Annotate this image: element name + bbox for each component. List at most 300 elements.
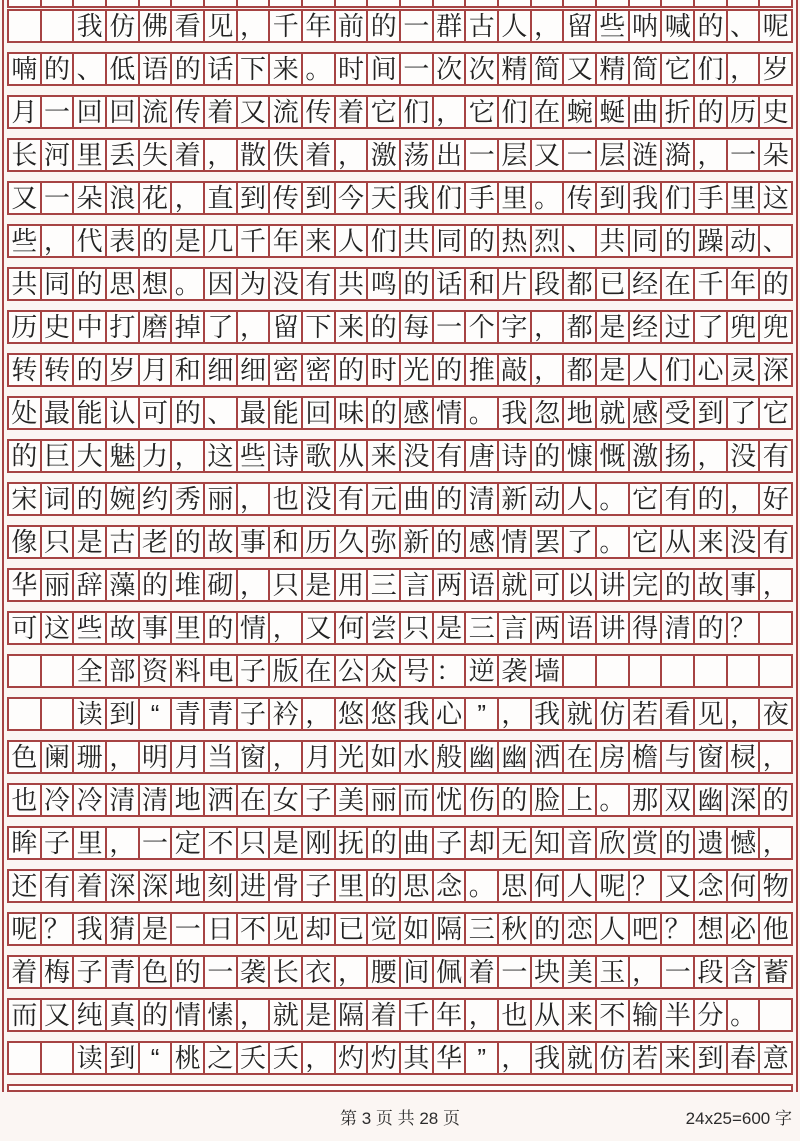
grid-cell: 情 xyxy=(172,998,205,1032)
grid-cell: ， xyxy=(303,697,336,731)
grid-cell: 共 xyxy=(597,224,630,258)
grid-cell: 尝 xyxy=(368,611,401,645)
grid-cell: 青 xyxy=(205,697,238,731)
grid-cell-empty xyxy=(42,9,75,43)
grid-cell: 语 xyxy=(564,611,597,645)
grid-cell: ： xyxy=(434,654,467,688)
grid-cell: 失 xyxy=(140,138,173,172)
grid-cell: 了 xyxy=(564,525,597,559)
grid-cell: 那 xyxy=(630,783,663,817)
grid-cell: 就 xyxy=(270,998,303,1032)
grid-cell-empty xyxy=(368,0,401,8)
grid-cell: 情 xyxy=(238,611,271,645)
grid-cell: 荡 xyxy=(401,138,434,172)
grid-cell: 的 xyxy=(140,568,173,602)
grid-cell: 新 xyxy=(401,525,434,559)
grid-cell: 一 xyxy=(401,9,434,43)
grid-cell: ， xyxy=(238,998,271,1032)
grid-cell: 为 xyxy=(238,267,271,301)
grid-cell: 部 xyxy=(107,654,140,688)
grid-cell: 仿 xyxy=(597,1041,630,1075)
grid-cell: 下 xyxy=(303,310,336,344)
grid-cell: 史 xyxy=(760,95,793,129)
grid-cell: ， xyxy=(434,95,467,129)
grid-cell-empty xyxy=(466,0,499,8)
grid-cell: 读 xyxy=(74,1041,107,1075)
grid-cell: 年 xyxy=(270,224,303,258)
grid-cell-empty xyxy=(42,697,75,731)
grid-cell: 着 xyxy=(172,138,205,172)
grid-cell: 婉 xyxy=(107,482,140,516)
grid-cell: 躁 xyxy=(695,224,728,258)
grid-cell: 喃 xyxy=(7,52,42,86)
grid-cell: 当 xyxy=(205,740,238,774)
grid-cell: 和 xyxy=(172,353,205,387)
grid-cell: ， xyxy=(238,482,271,516)
grid-cell: 兜 xyxy=(728,310,761,344)
grid-cell: 佩 xyxy=(434,955,467,989)
grid-cell: 些 xyxy=(7,224,42,258)
grid-cell: 人 xyxy=(336,224,369,258)
grid-cell: 曲 xyxy=(401,482,434,516)
grid-cell: 眸 xyxy=(7,826,42,860)
grid-row xyxy=(7,654,793,688)
grid-cell: 也 xyxy=(499,998,532,1032)
grid-cell: 版 xyxy=(270,654,303,688)
grid-cell: 的 xyxy=(368,9,401,43)
grid-cell: 双 xyxy=(662,783,695,817)
grid-cell: 出 xyxy=(434,138,467,172)
grid-cell: 意 xyxy=(760,1041,793,1075)
grid-cell: 人 xyxy=(597,912,630,946)
grid-cell: 若 xyxy=(630,1041,663,1075)
grid-cell: 藻 xyxy=(107,568,140,602)
grid-cell: 蜒 xyxy=(597,95,630,129)
grid-cell: 月 xyxy=(303,740,336,774)
grid-cell-empty xyxy=(662,0,695,8)
grid-cell: 来 xyxy=(564,998,597,1032)
grid-cell-empty xyxy=(532,0,565,8)
grid-cell: 夭 xyxy=(238,1041,271,1075)
grid-cell: 大 xyxy=(74,439,107,473)
grid-cell: 个 xyxy=(466,310,499,344)
grid-cell: 诗 xyxy=(499,439,532,473)
grid-cell: 两 xyxy=(434,568,467,602)
grid-cell: 无 xyxy=(499,826,532,860)
grid-cell: ， xyxy=(532,310,565,344)
grid-cell: 的 xyxy=(532,439,565,473)
grid-cell: 如 xyxy=(368,740,401,774)
grid-cell: 次 xyxy=(466,52,499,86)
grid-cell: 赏 xyxy=(630,826,663,860)
grid-cell: 华 xyxy=(7,568,42,602)
grid-cell: 讲 xyxy=(597,568,630,602)
grid-cell: 故 xyxy=(205,525,238,559)
grid-cell: 岁 xyxy=(760,52,793,86)
grid-cell: 想 xyxy=(695,912,728,946)
grid-cell: 和 xyxy=(466,267,499,301)
grid-cell: ， xyxy=(695,439,728,473)
grid-cell: 的 xyxy=(662,224,695,258)
grid-cell-empty xyxy=(238,0,271,8)
grid-cell: 热 xyxy=(499,224,532,258)
grid-cell: 里 xyxy=(499,181,532,215)
grid-cell: 的 xyxy=(695,611,728,645)
grid-cell: 阑 xyxy=(42,740,75,774)
grid-cell: 又 xyxy=(662,869,695,903)
grid-cell: 。 xyxy=(466,396,499,430)
grid-cell: ？ xyxy=(662,912,695,946)
grid-cell: 们 xyxy=(401,95,434,129)
grid-cell: 转 xyxy=(42,353,75,387)
grid-cell: 这 xyxy=(205,439,238,473)
grid-cell: 幽 xyxy=(466,740,499,774)
grid-cell: 袭 xyxy=(238,955,271,989)
grid-cell: “ xyxy=(140,1041,173,1075)
grid-cell: 思 xyxy=(107,267,140,301)
grid-cell: 时 xyxy=(336,52,369,86)
grid-cell: 的 xyxy=(368,396,401,430)
grid-cell: 可 xyxy=(140,396,173,430)
grid-cell: 古 xyxy=(466,9,499,43)
grid-cell: ， xyxy=(728,52,761,86)
grid-cell: 是 xyxy=(303,568,336,602)
grid-cell: 手 xyxy=(466,181,499,215)
grid-cell: 人 xyxy=(564,869,597,903)
grid-cell: 唐 xyxy=(466,439,499,473)
grid-cell: 隔 xyxy=(336,998,369,1032)
grid-cell-empty xyxy=(630,654,663,688)
grid-cell-empty xyxy=(695,0,728,8)
grid-cell: 只 xyxy=(238,826,271,860)
grid-cell: 的 xyxy=(140,998,173,1032)
grid-cell: 言 xyxy=(401,568,434,602)
grid-cell: 精 xyxy=(499,52,532,86)
grid-cell: 众 xyxy=(368,654,401,688)
grid-cell: 又 xyxy=(238,95,271,129)
grid-cell: 子 xyxy=(434,826,467,860)
grid-cell: 到 xyxy=(238,181,271,215)
grid-cell: 见 xyxy=(270,912,303,946)
grid-cell: 折 xyxy=(662,95,695,129)
grid-cell: 过 xyxy=(662,310,695,344)
grid-cell: 必 xyxy=(728,912,761,946)
grid-cell: 的 xyxy=(662,568,695,602)
grid-cell: 地 xyxy=(172,783,205,817)
grid-cell: 段 xyxy=(695,955,728,989)
grid-cell-empty xyxy=(597,0,630,8)
grid-cell: 感 xyxy=(401,396,434,430)
grid-cell-empty xyxy=(564,0,597,8)
grid-cell: 一 xyxy=(401,52,434,86)
grid-cell: 人 xyxy=(499,9,532,43)
grid-cell: 们 xyxy=(662,353,695,387)
grid-cell: 只 xyxy=(42,525,75,559)
grid-cell: 曲 xyxy=(401,826,434,860)
grid-cell: ， xyxy=(107,826,140,860)
grid-cell: 定 xyxy=(172,826,205,860)
grid-cell: 我 xyxy=(532,1041,565,1075)
grid-cell: 它 xyxy=(630,525,663,559)
grid-cell: 子 xyxy=(303,869,336,903)
grid-cell: 资 xyxy=(140,654,173,688)
grid-cell: 我 xyxy=(630,181,663,215)
grid-cell: 推 xyxy=(466,353,499,387)
grid-cell: 洒 xyxy=(532,740,565,774)
grid-cell: 讲 xyxy=(597,611,630,645)
grid-row xyxy=(7,912,793,946)
grid-cell: 岁 xyxy=(107,353,140,387)
grid-cell: 它 xyxy=(466,95,499,129)
grid-cell: 一 xyxy=(42,95,75,129)
grid-cell: 灼 xyxy=(368,1041,401,1075)
grid-cell: 含 xyxy=(728,955,761,989)
grid-cell: 的 xyxy=(532,912,565,946)
grid-cell: 却 xyxy=(303,912,336,946)
grid-cell: 一 xyxy=(172,912,205,946)
grid-cell: 灼 xyxy=(336,1041,369,1075)
grid-cell: 漪 xyxy=(662,138,695,172)
grid-cell: ， xyxy=(172,181,205,215)
grid-cell: 两 xyxy=(532,611,565,645)
grid-cell: 悠 xyxy=(336,697,369,731)
grid-cell-empty xyxy=(205,0,238,8)
grid-cell: 里 xyxy=(728,181,761,215)
grid-cell: 人 xyxy=(564,482,597,516)
grid-cell: ， xyxy=(336,138,369,172)
grid-cell: 里 xyxy=(172,611,205,645)
grid-cell: 房 xyxy=(597,740,630,774)
grid-cell: 传 xyxy=(564,181,597,215)
grid-cell: 一 xyxy=(564,138,597,172)
grid-cell: 到 xyxy=(107,1041,140,1075)
grid-cell-empty xyxy=(728,0,761,8)
grid-cell: 刻 xyxy=(205,869,238,903)
grid-cell: 散 xyxy=(238,138,271,172)
grid-cell: 代 xyxy=(74,224,107,258)
grid-cell: 还 xyxy=(7,869,42,903)
grid-cell: 窗 xyxy=(238,740,271,774)
grid-cell: 。 xyxy=(303,52,336,86)
grid-cell: 、 xyxy=(205,396,238,430)
grid-cell: 就 xyxy=(597,396,630,430)
grid-cell: 的 xyxy=(7,439,42,473)
grid-cell: 简 xyxy=(532,52,565,86)
grid-cell: 完 xyxy=(630,568,663,602)
grid-cell: 清 xyxy=(107,783,140,817)
grid-cell: 腰 xyxy=(368,955,401,989)
grid-cell-empty xyxy=(140,0,173,8)
grid-cell: 的 xyxy=(499,783,532,817)
grid-cell: 的 xyxy=(74,482,107,516)
grid-cell: “ xyxy=(140,697,173,731)
grid-cell: 。 xyxy=(532,181,565,215)
grid-cell: ， xyxy=(42,224,75,258)
grid-cell: 又 xyxy=(532,138,565,172)
grid-cell: 块 xyxy=(532,955,565,989)
grid-cell: 流 xyxy=(270,95,303,129)
grid-cell: 上 xyxy=(564,783,597,817)
grid-cell: 脸 xyxy=(532,783,565,817)
grid-cell: 和 xyxy=(270,525,303,559)
grid-cell: 简 xyxy=(630,52,663,86)
grid-cell: 已 xyxy=(336,912,369,946)
grid-cell: ， xyxy=(107,740,140,774)
grid-cell: 的 xyxy=(760,783,793,817)
grid-cell: 的 xyxy=(172,955,205,989)
grid-cell: 它 xyxy=(662,52,695,86)
grid-cell: 心 xyxy=(434,697,467,731)
grid-cell: 呢 xyxy=(760,9,793,43)
grid-cell: 的 xyxy=(760,267,793,301)
grid-cell: 就 xyxy=(499,568,532,602)
grid-cell: 呢 xyxy=(7,912,42,946)
grid-cell: 只 xyxy=(270,568,303,602)
grid-cell: 其 xyxy=(401,1041,434,1075)
grid-row xyxy=(7,611,793,645)
grid-cell-empty xyxy=(7,0,42,8)
grid-cell: 从 xyxy=(336,439,369,473)
grid-cell: 却 xyxy=(466,826,499,860)
grid-cell: 骨 xyxy=(270,869,303,903)
grid-cell: 密 xyxy=(303,353,336,387)
grid-cell: 们 xyxy=(662,181,695,215)
grid-cell: ， xyxy=(270,611,303,645)
grid-cell: 般 xyxy=(434,740,467,774)
grid-cell: 。 xyxy=(597,525,630,559)
grid-cell: 的 xyxy=(140,224,173,258)
grid-cell: 群 xyxy=(434,9,467,43)
grid-cell: 逆 xyxy=(466,654,499,688)
grid-cell: 魅 xyxy=(107,439,140,473)
grid-cell: 我 xyxy=(401,697,434,731)
grid-cell-empty xyxy=(760,0,793,8)
grid-cell: 前 xyxy=(336,9,369,43)
grid-cell: 着 xyxy=(336,95,369,129)
grid-cell: 。 xyxy=(597,783,630,817)
grid-cell: 打 xyxy=(107,310,140,344)
grid-cell: 没 xyxy=(401,439,434,473)
grid-cell: 珊 xyxy=(74,740,107,774)
grid-cell: ？ xyxy=(42,912,75,946)
grid-cell: 的 xyxy=(74,267,107,301)
grid-cell: ， xyxy=(695,138,728,172)
grid-cell: 认 xyxy=(107,396,140,430)
grid-cell: 片 xyxy=(499,267,532,301)
grid-cell: 历 xyxy=(303,525,336,559)
grid-cell: 手 xyxy=(695,181,728,215)
grid-cell: 几 xyxy=(205,224,238,258)
grid-cell: 的 xyxy=(368,310,401,344)
grid-cell: 着 xyxy=(7,955,42,989)
grid-cell: 的 xyxy=(368,869,401,903)
grid-cell: 的 xyxy=(74,353,107,387)
grid-cell: 月 xyxy=(140,353,173,387)
grid-cell: 些 xyxy=(74,611,107,645)
grid-cell: 念 xyxy=(434,869,467,903)
grid-cell: 传 xyxy=(303,95,336,129)
grid-cell: ， xyxy=(728,482,761,516)
grid-cell: 历 xyxy=(7,310,42,344)
grid-cell: ， xyxy=(303,1041,336,1075)
grid-cell: 。 xyxy=(728,998,761,1032)
grid-cell: 呐 xyxy=(630,9,663,43)
grid-cell: 。 xyxy=(597,482,630,516)
grid-cell: 三 xyxy=(466,611,499,645)
grid-cell: 敲 xyxy=(499,353,532,387)
grid-cell: 青 xyxy=(107,955,140,989)
grid-cell: 的 xyxy=(434,353,467,387)
grid-cell: 里 xyxy=(74,826,107,860)
grid-cell: 曲 xyxy=(630,95,663,129)
grid-cell: 传 xyxy=(270,181,303,215)
grid-cell: 又 xyxy=(303,611,336,645)
grid-cell: 一 xyxy=(140,826,173,860)
grid-cell: 我 xyxy=(401,181,434,215)
grid-cell: 好 xyxy=(760,482,793,516)
grid-cell: 见 xyxy=(205,9,238,43)
grid-cell: 一 xyxy=(434,310,467,344)
grid-cell: 没 xyxy=(270,267,303,301)
grid-cell: 隔 xyxy=(434,912,467,946)
grid-cell: 吧 xyxy=(630,912,663,946)
grid-cell: 也 xyxy=(7,783,42,817)
grid-cell: 水 xyxy=(401,740,434,774)
grid-cell: ， xyxy=(499,1041,532,1075)
grid-cell-empty xyxy=(760,654,793,688)
grid-cell: 。 xyxy=(466,869,499,903)
grid-cell: 夭 xyxy=(270,1041,303,1075)
grid-cell: 在 xyxy=(662,267,695,301)
grid-cell: 丢 xyxy=(107,138,140,172)
grid-cell: 何 xyxy=(532,869,565,903)
grid-cell: 有 xyxy=(434,439,467,473)
grid-cell: 着 xyxy=(303,138,336,172)
grid-cell-empty xyxy=(7,1041,42,1075)
grid-cell: 长 xyxy=(7,138,42,172)
grid-cell: 春 xyxy=(728,1041,761,1075)
grid-row xyxy=(7,439,793,473)
grid-cell: 了 xyxy=(205,310,238,344)
grid-cell: 里 xyxy=(74,138,107,172)
grid-cell: 力 xyxy=(140,439,173,473)
grid-cell: 心 xyxy=(695,353,728,387)
grid-cell: 都 xyxy=(564,353,597,387)
grid-cell: 到 xyxy=(303,181,336,215)
grid-cell: 之 xyxy=(205,1041,238,1075)
grid-cell: 次 xyxy=(434,52,467,86)
grid-cell-empty xyxy=(401,0,434,8)
grid-cell-empty xyxy=(434,0,467,8)
grid-cell: 玉 xyxy=(597,955,630,989)
grid-cell: 慨 xyxy=(597,439,630,473)
grid-cell: 桃 xyxy=(172,1041,205,1075)
grid-cell: 字 xyxy=(499,310,532,344)
grid-cell: 细 xyxy=(238,353,271,387)
grid-cell: ” xyxy=(466,1041,499,1075)
grid-cell: 着 xyxy=(205,95,238,129)
grid-cell: 传 xyxy=(172,95,205,129)
grid-cell: 都 xyxy=(564,267,597,301)
grid-cell: 从 xyxy=(662,525,695,559)
grid-cell: 是 xyxy=(140,912,173,946)
grid-cell: 到 xyxy=(695,396,728,430)
grid-row xyxy=(7,869,793,903)
grid-cell: 转 xyxy=(7,353,42,387)
grid-cell: 细 xyxy=(205,353,238,387)
grid-cell: 蜿 xyxy=(564,95,597,129)
grid-cell: 呢 xyxy=(597,869,630,903)
